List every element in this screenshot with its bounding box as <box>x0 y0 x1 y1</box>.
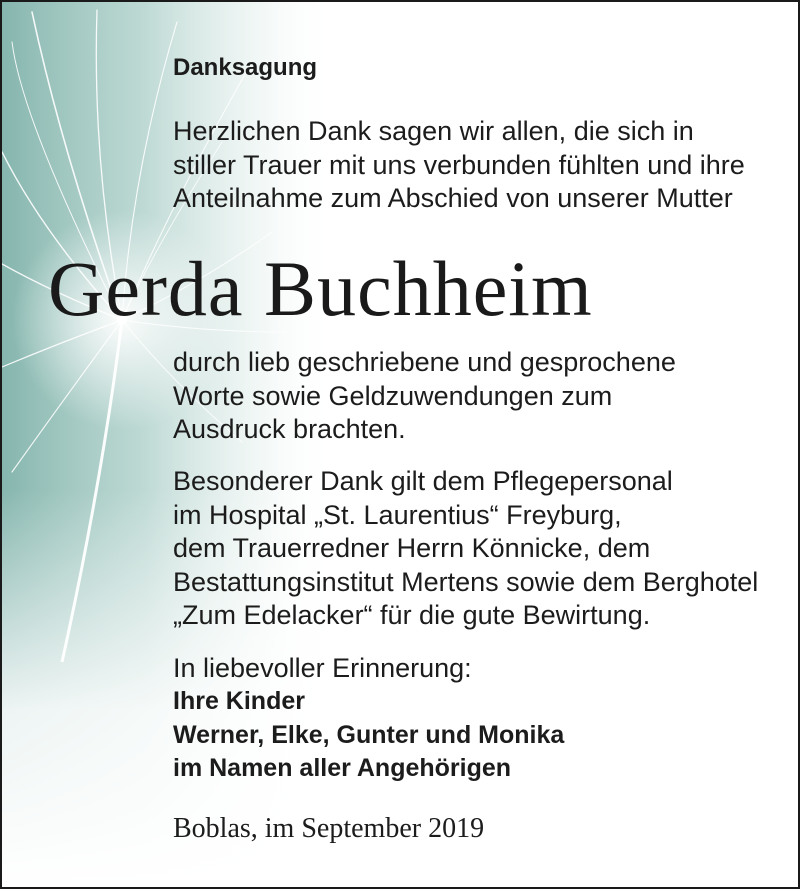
notice-heading: Danksagung <box>173 54 318 81</box>
special-thanks-paragraph: Besonderer Dank gilt dem Pflegepersonal im Hospital „St. Laurentius“ Freyburg, dem Trauerredner Herrn Könnicke, dem Bestattungsinstitut Mertens sowie dem Berghotel „Zum Edelacker“ für die gute Bewirtung. <box>173 466 759 630</box>
notice-content <box>2 2 798 887</box>
signatory-line: Werner, Elke, Gunter und Monika <box>173 721 565 749</box>
gratitude-paragraph: durch lieb geschriebene und gesprochene Worte sowie Geldzuwendungen zum Ausdruck brachten. <box>173 347 676 444</box>
place-and-date: Boblas, im September 2019 <box>173 813 485 844</box>
intro-paragraph: Herzlichen Dank sagen wir allen, die sich in stiller Trauer mit uns verbunden fühlten und ihre Anteilnahme zum Abschied von unserer Mutter <box>173 116 745 213</box>
closing-line: In liebevoller Erinnerung: <box>173 653 472 683</box>
deceased-name: Gerda Buchheim <box>48 245 593 332</box>
signatory-line: im Namen aller Angehörigen <box>173 754 512 782</box>
signatory-line: Ihre Kinder <box>173 687 305 715</box>
